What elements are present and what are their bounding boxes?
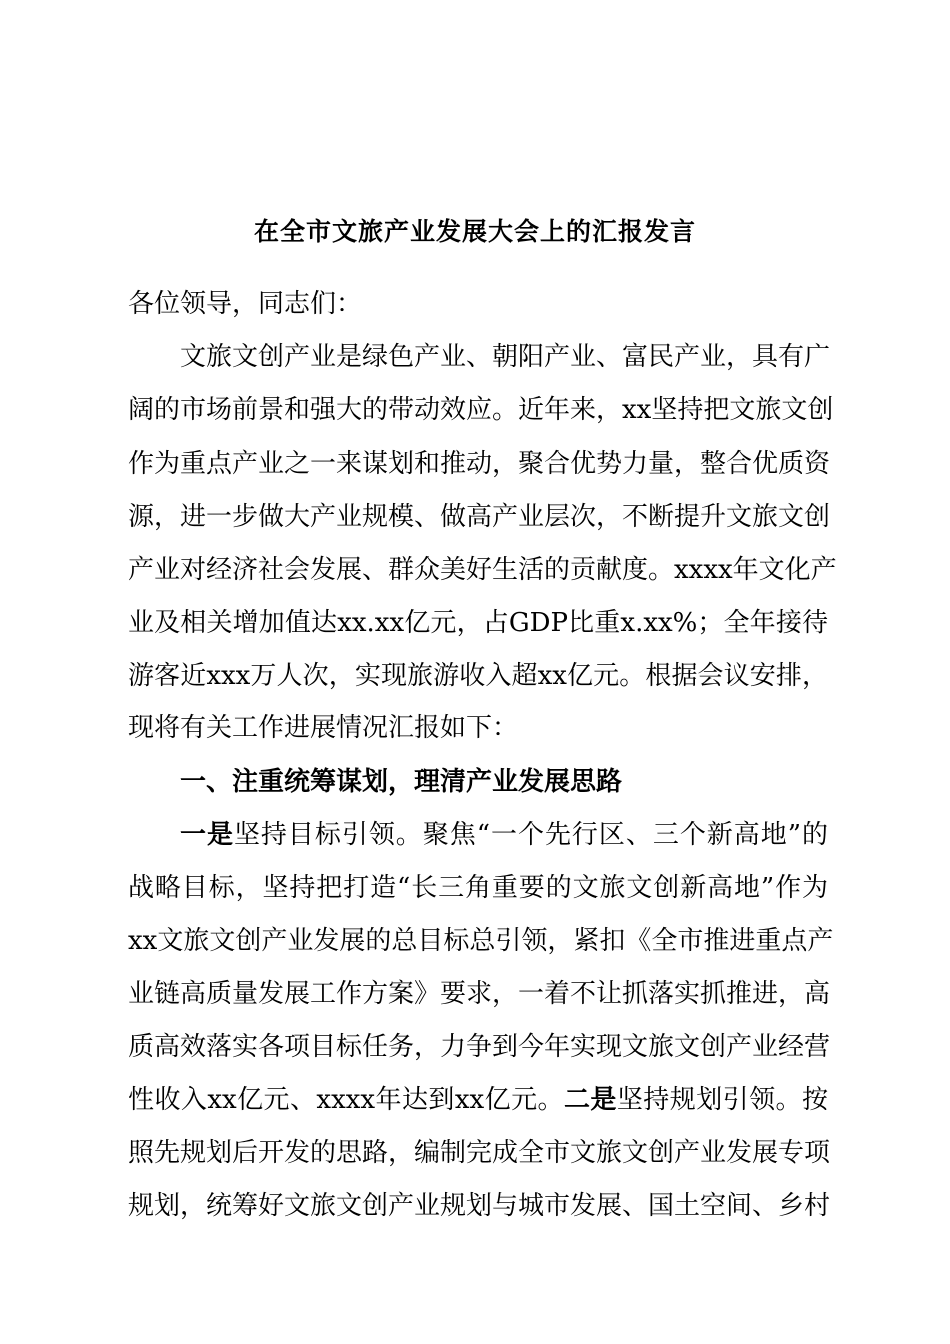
document-title: 在全市文旅产业发展大会上的汇报发言 [253,217,696,246]
salutation: 各位领导，同志们： [128,289,363,319]
para1-line-7: 游客近xxx万人次，实现旅游收入超xx亿元。根据会议安排， [128,661,828,691]
para1-line-8: 现将有关工作进展情况汇报如下： [128,713,519,743]
para2-line-5: 质高效落实各项目标任务，力争到今年实现文旅文创产业经营 [128,1032,831,1062]
para2-line-7: 照先规划后开发的思路，编制完成全市文旅文创产业发展专项 [128,1138,831,1168]
para2-line-6-post: 坚持规划引领。按 [616,1085,828,1115]
para2-line-1 [180,815,828,855]
para1-line-4: 源，进一步做大产业规模、做高产业层次，不断提升文旅文创 [128,502,831,532]
para2-line-6-pre: 性收入xx亿元、xxxx年达到xx亿元。 [128,1085,564,1115]
para2-line-8: 规划，统筹好文旅文创产业规划与城市发展、国土空间、乡村 [128,1191,831,1221]
para2-lead-2: 二是 [563,1085,617,1115]
para2-lead-1: 一是 [180,820,234,850]
para1-line-1: 文旅文创产业是绿色产业、朝阳产业、富民产业，具有广 [180,342,831,372]
section-1-heading: 一、注重统筹谋划，理清产业发展思路 [180,767,623,797]
para2-line-4: 业链高质量发展工作方案》要求，一着不让抓落实抓推进，高 [128,979,831,1009]
para2-line-6 [128,1080,828,1120]
para1-line-5: 产业对经济社会发展、群众美好生活的贡献度。xxxx年文化产 [128,555,837,585]
para1-line-2: 阔的市场前景和强大的带动效应。近年来，xx坚持把文旅文创 [128,395,834,425]
para2-line-1-text: 坚持目标引领。聚焦“一个先行区、三个新高地”的 [233,820,828,850]
para2-line-2: 战略目标，坚持把打造“长三角重要的文旅文创新高地”作为 [128,873,828,903]
para1-line-6: 业及相关增加值达xx.xx亿元，占GDP比重x.xx%；全年接待 [128,608,828,638]
para1-line-3: 作为重点产业之一来谋划和推动，聚合优势力量，整合优质资 [128,449,831,479]
para2-line-3: xx文旅文创产业发展的总目标总引领，紧扣《全市推进重点产 [128,926,834,956]
